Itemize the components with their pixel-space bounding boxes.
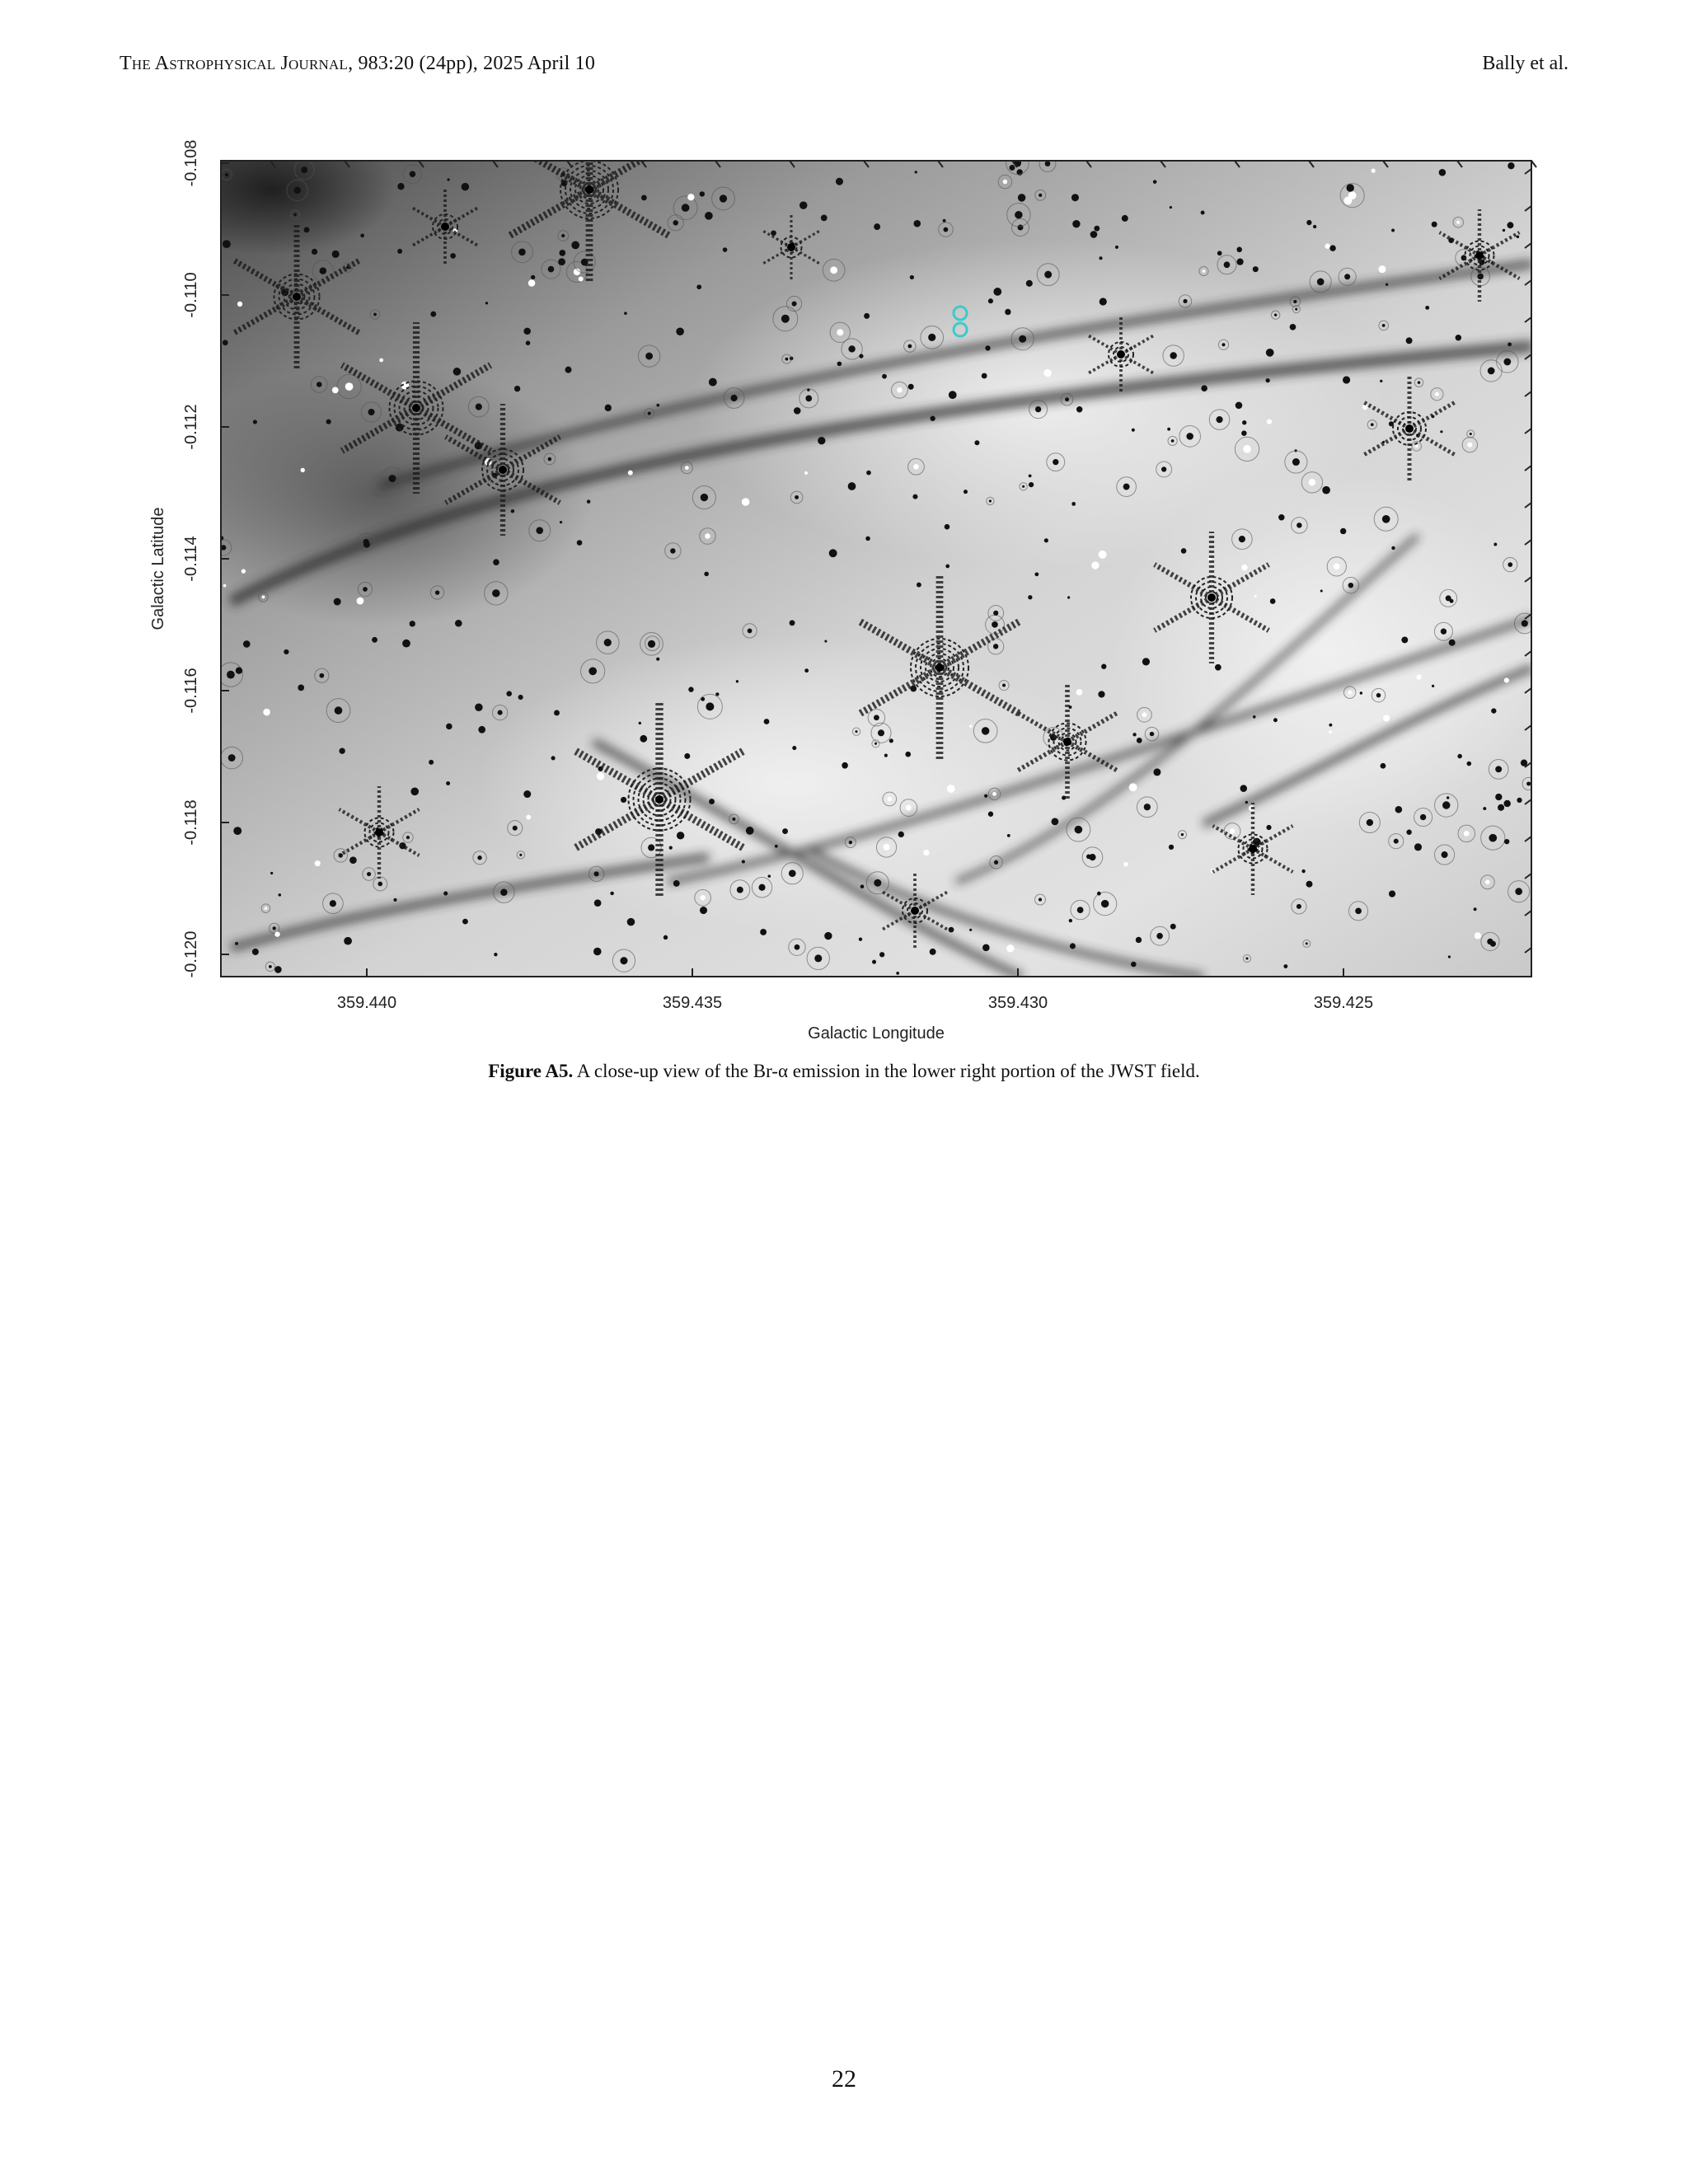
y-tick-label: -0.118 [182, 799, 200, 846]
journal-citation [120, 53, 595, 75]
y-axis-label: Galactic Latitude [149, 507, 167, 630]
figure-caption [0, 1061, 1688, 1082]
y-tick-label: -0.120 [182, 930, 200, 978]
x-tick-label: 359.435 [662, 994, 723, 1012]
journal-name: The Astrophysical Journal [120, 53, 349, 74]
y-tick-label: -0.110 [182, 272, 200, 318]
x-axis-label: Galactic Longitude [808, 1024, 945, 1043]
caption-text: A close-up view of the Br-α emission in the lower right portion of the JWST field. [573, 1061, 1200, 1081]
citation: , 983:20 (24pp), 2025 April 10 [348, 53, 596, 74]
x-tick-label: 359.430 [987, 994, 1048, 1012]
authors: Bally et al. [1482, 53, 1568, 74]
running-head [0, 53, 1688, 79]
y-tick-label: -0.116 [182, 668, 200, 714]
x-tick-label: 359.425 [1313, 994, 1374, 1012]
y-tick-label: -0.114 [182, 536, 200, 582]
figure [132, 140, 1550, 1055]
page-number: 22 [832, 2065, 856, 2093]
x-tick-label: 359.440 [336, 994, 397, 1012]
y-tick-label: -0.112 [182, 404, 200, 450]
y-tick-label: -0.108 [182, 140, 200, 187]
brackett-alpha-image [148, 140, 1541, 977]
figure-image [132, 140, 1550, 1055]
figure-number: Figure A5. [488, 1061, 574, 1081]
